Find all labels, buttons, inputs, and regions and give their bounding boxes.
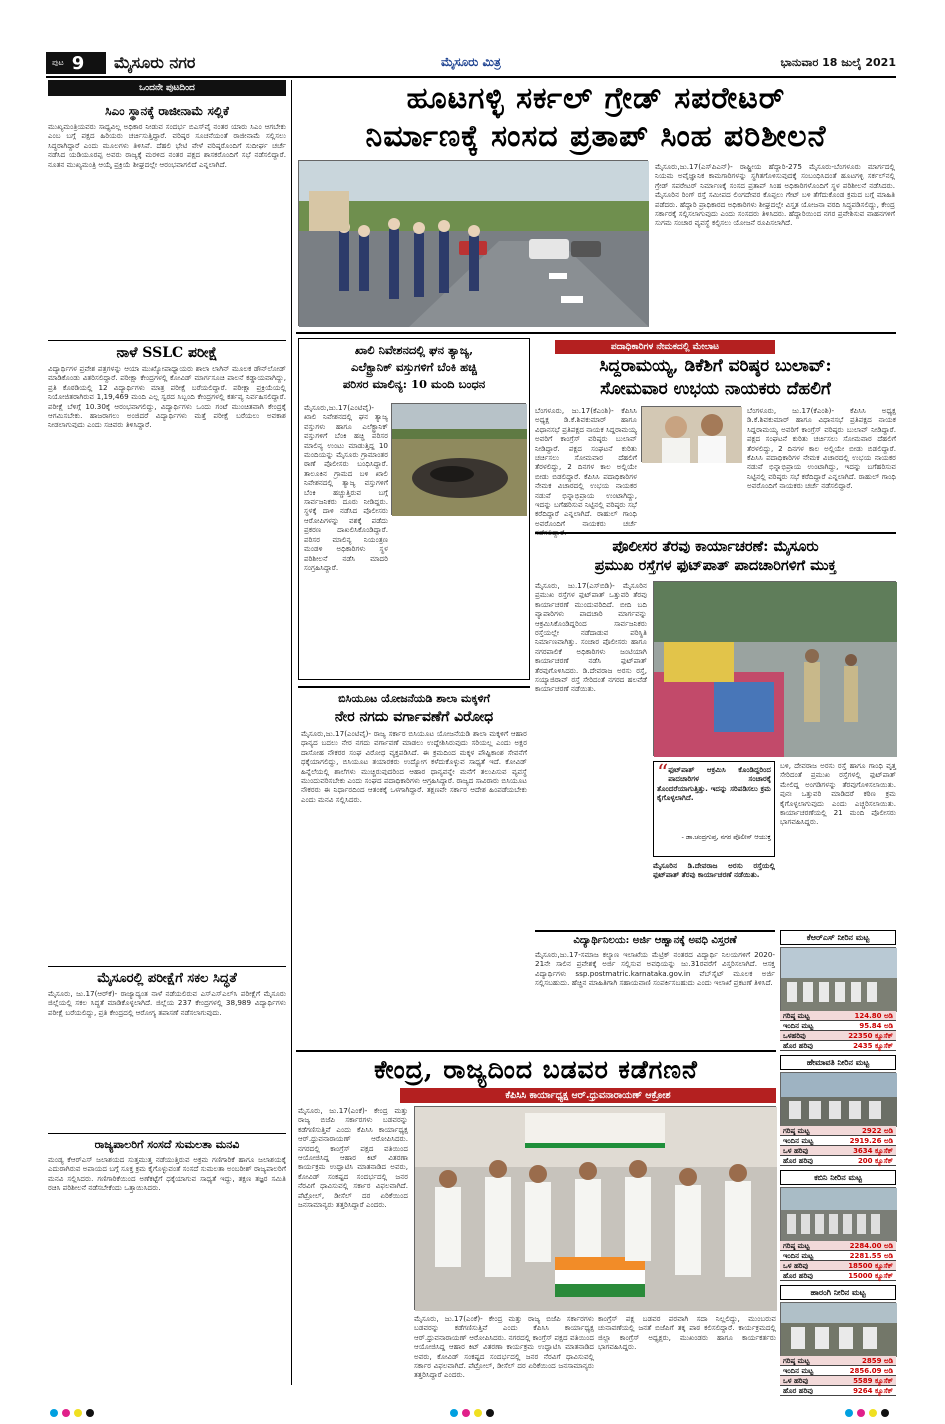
harangi-title: ಹಾರಂಗಿ ನೀರಿನ ಮಟ್ಟ	[780, 1285, 896, 1300]
hostel-body: ಮೈಸೂರು,ಜು.17-ಸಮಾಜ ಕಲ್ಯಾಣ ಇಲಾಖೆಯ ಮೆಟ್ರಿಕ್ ನಂತರದ ವಿದ್ಯಾರ್ಥಿ ನಿಲಯಗಳಿಗೆ 2020-21ನೇ ಸಾಲಿನ ಪ್ರವೇಶಕ್ಕೆ ಅರ್ಜಿ ಸಲ್ಲಿಸುವ ಅವಧಿಯನ್ನು ಜು.31ರವರೆಗೆ ವಿಸ್ತರಿಸಲಾಗಿದೆ. ಆಸಕ್ತ ವಿದ್ಯಾರ್ಥಿಗಳು ssp.postmatric.karnataka.gov.in ವೆಬ್‌ಸೈಟ್ ಮೂಲಕ ಅರ್ಜಿ ಸಲ್ಲಿಸಬಹುದು. ಹೆಚ್ಚಿನ ಮಾಹಿತಿಗಾಗಿ ಸಹಾಯವಾಣಿ ಸಂಪರ್ಕಿಸಬಹುದು ಎಂದು ಇಲಾಖೆ ಪ್ರಕಟಣೆ ತಿಳಿಸಿದೆ.	[535, 950, 775, 988]
kabini-photo	[780, 1187, 896, 1241]
footpath-quote-box	[653, 761, 775, 857]
bottom-top-rule	[296, 1050, 776, 1052]
bottom-body-right: ಕಾಂಗ್ರೆಸ್ ಪಕ್ಷ ಬಡವರ ಪರವಾಗಿ ಸದಾ ನಿಲ್ಲಲಿದ್ದು, ಮುಂಬರುವ ಚುನಾವಣೆಯಲ್ಲಿ ಜನತೆ ಬಿಜೆಪಿಗೆ ತಕ್ಕ ಪಾಠ ಕಲಿಸಲಿದ್ದಾರೆ. ಕಾರ್ಯಕ್ರಮದಲ್ಲಿ ಜಿಲ್ಲಾ ಕಾಂಗ್ರೆಸ್ ಅಧ್ಯಕ್ಷರು, ಮುಖಂಡರು ಹಾಗೂ ಕಾರ್ಯಕರ್ತರು ಭಾಗವಹಿಸಿದ್ದರು.	[598, 1314, 776, 1352]
meals-headline-1: ಬಿಸಿಯೂಟ ಯೋಜನೆಯಡಿ ಶಾಲಾ ಮಕ್ಕಳಿಗೆ	[338, 692, 490, 705]
quote-icon: “	[657, 761, 669, 786]
leaders-image	[642, 407, 742, 463]
hemavathi-photo	[780, 1072, 896, 1126]
header-rule	[46, 76, 896, 78]
hemavathi-title: ಹೇಮಾವತಿ ನೀರಿನ ಮಟ್ಟ	[780, 1055, 896, 1070]
continued-banner: ಒಂದನೇ ಪುಟದಿಂದ	[48, 80, 286, 96]
bottom-body-center: ಮೈಸೂರು, ಜು.17(ಎಂಕೆ)- ಕೇಂದ್ರ ಮತ್ತು ರಾಜ್ಯ ಬಿಜೆಪಿ ಸರ್ಕಾರಗಳು ಬಡವರನ್ನು ಕಡೆಗಣಿಸುತ್ತಿವೆ ಎಂದು ಕೆಪಿಸಿಸಿ ಕಾರ್ಯಾಧ್ಯಕ್ಷ ಆರ್.ಧ್ರುವನಾರಾಯಣ್ ಆರೋಪಿಸಿದರು. ನಗರದಲ್ಲಿ ಕಾಂಗ್ರೆಸ್ ಪಕ್ಷದ ವತಿಯಿಂದ ಆಯೋಜಿಸಿದ್ದ ಆಹಾರ ಕಿಟ್ ವಿತರಣಾ ಕಾರ್ಯಕ್ರಮ ಉದ್ಘಾಟಿಸಿ ಮಾತನಾಡಿದ ಅವರು, ಕೋವಿಡ್ ಸಂಕಷ್ಟದ ಸಂದರ್ಭದಲ್ಲಿ ಜನರ ನೆರವಿಗೆ ಧಾವಿಸುವಲ್ಲಿ ಸರ್ಕಾರ ವಿಫಲವಾಗಿದೆ. ಪೆಟ್ರೋಲ್, ಡೀಸೆಲ್ ದರ ಏರಿಕೆಯಿಂದ ಜನಸಾಮಾನ್ಯರು ತತ್ತರಿಸಿದ್ದಾರೆ ಎಂದರು.	[414, 1314, 594, 1380]
siddu-headline-1: ಸಿದ್ದರಾಮಯ್ಯ, ಡಿಕೆಶಿಗೆ ವರಿಷ್ಠರ ಬುಲಾವ್:	[599, 356, 832, 376]
water-row: ಗರಿಷ್ಠ ಮಟ್ಟ 2859 ಅಡಿ	[780, 1356, 896, 1366]
lead-headline-2: ನಿರ್ಮಾಣಕ್ಕೆ ಸಂಸದ ಪ್ರತಾಪ್ ಸಿಂಹ ಪರಿಶೀಲನೆ	[365, 119, 827, 154]
harangi-photo	[780, 1302, 896, 1356]
footpath-body-right: ಬಳಿ, ದೇವರಾಜ ಅರಸು ರಸ್ತೆ ಹಾಗೂ ಗಾಂಧಿ ವೃತ್ತ ಸೇರಿದಂತೆ ಪ್ರಮುಖ ರಸ್ತೆಗಳಲ್ಲಿ ಫುಟ್‌ಪಾತ್ ಮೇಲಿದ್ದ ಅಂಗಡಿಗಳನ್ನು ತೆರವುಗೊಳಿಸಲಾಯಿತು. ಪುನಃ ಒತ್ತುವರಿ ಮಾಡಿದರೆ ಕಠಿಣ ಕ್ರಮ ಕೈಗೊಳ್ಳಲಾಗುವುದು ಎಂದು ಎಚ್ಚರಿಸಲಾಯಿತು. ಕಾರ್ಯಾಚರಣೆಯಲ್ಲಿ 21 ಮಂದಿ ಪೊಲೀಸರು ಭಾಗವಹಿಸಿದ್ದರು.	[780, 761, 896, 827]
hostel-story	[535, 930, 775, 1050]
story-cm-headline: ಸಿಎಂ ಸ್ಥಾನಕ್ಕೆ ರಾಜೀನಾಮೆ ಸಲ್ಲಿಕೆ	[105, 104, 229, 118]
krs-photo	[780, 947, 896, 1011]
waste-headline-2: ಎಲೆಕ್ಟ್ರಾನಿಕ್ ವಸ್ತುಗಳಿಗೆ ಬೆಂಕಿ ಹಚ್ಚಿ	[351, 360, 477, 374]
water-row: ಗರಿಷ್ಠ ಮಟ್ಟ 2922 ಅಡಿ	[780, 1126, 896, 1136]
page-number-box	[46, 52, 106, 74]
story-mysuru-exam-headline: ಮೈಸೂರಲ್ಲಿ ಪರೀಕ್ಷೆಗೆ ಸಕಲ ಸಿದ್ಧತೆ	[48, 966, 286, 986]
story-mysuru-exam-body: ಮೈಸೂರು, ಜು.17(ಆರ್‌ಕೆ)- ರಾಜ್ಯಾದ್ಯಂತ ನಾಳೆ ನಡೆಯಲಿರುವ ಎಸ್‌ಎಸ್‌ಎಲ್‌ಸಿ ಪರೀಕ್ಷೆಗೆ ಮೈಸೂರು ಜಿಲ್ಲೆಯಲ್ಲಿ ಸಕಲ ಸಿದ್ಧತೆ ಮಾಡಿಕೊಳ್ಳಲಾಗಿದೆ. ಜಿಲ್ಲೆಯ 237 ಕೇಂದ್ರಗಳಲ್ಲಿ 38,989 ವಿದ್ಯಾರ್ಥಿಗಳು ಪರೀಕ್ಷೆ ಬರೆಯಲಿದ್ದು, ಪ್ರತಿ ಕೇಂದ್ರದಲ್ಲಿ ಆರೋಗ್ಯ ತಪಾಸಣೆ ನಡೆಸಲಾಗುವುದು.	[48, 989, 286, 1017]
footpath-caption: ಮೈಸೂರಿನ ಡಿ.ದೇವರಾಜ ಅರಸು ರಸ್ತೆಯಲ್ಲಿ ಫುಟ್‌ಪಾತ್ ತೆರವು ಕಾರ್ಯಾಚರಣೆ ನಡೆಯಿತು.	[653, 861, 775, 880]
waste-headline-3: ಪರಿಸರ ಮಾಲಿನ್ಯ: 10 ಮಂದಿ ಬಂಧನ	[342, 377, 486, 391]
page-date: ಭಾನುವಾರ 18 ಜುಲೈ 2021	[780, 56, 896, 69]
footpath-headline-2: ಪ್ರಮುಖ ರಸ್ತೆಗಳ ಫುಟ್‌ಪಾತ್ ಪಾದಚಾರಿಗಳಿಗೆ ಮುಕ್ತ	[594, 557, 837, 574]
lead-photo	[298, 160, 648, 326]
footpath-photo	[653, 581, 896, 756]
street-vendors-image	[654, 582, 897, 757]
left-column-rule	[291, 80, 292, 1385]
bottom-kicker: ಕೆಪಿಸಿಸಿ ಕಾರ್ಯಾಧ್ಯಕ್ಷ ಆರ್.ಧ್ರುವನಾರಾಯಣ್ ಆಕ್ರೋಶ	[400, 1088, 776, 1103]
waste-photo	[391, 403, 526, 515]
footpath-story	[535, 537, 896, 927]
krs-title: ಕೆಆರ್‌ಎಸ್ ನೀರಿನ ಮಟ್ಟ	[780, 930, 896, 945]
water-row: ಇಂದಿನ ಮಟ್ಟ 95.84 ಅಡಿ	[780, 1021, 896, 1031]
siddu-headline-2: ಸೋಮವಾರ ಉಭಯ ನಾಯಕರು ದೆಹಲಿಗೆ	[600, 379, 831, 399]
story-sumalatha-body: ಮಂಡ್ಯ ಕೆಆರ್‌ಎಸ್ ಜಲಾಶಯದ ಸುತ್ತಮುತ್ತ ನಡೆಯುತ್ತಿರುವ ಅಕ್ರಮ ಗಣಿಗಾರಿಕೆ ಹಾಗೂ ಜಲಾಶಯಕ್ಕೆ ಎದುರಾಗಿರುವ ಅಪಾಯದ ಬಗ್ಗೆ ಸೂಕ್ತ ಕ್ರಮ ಕೈಗೊಳ್ಳುವಂತೆ ಸಂಸದೆ ಸುಮಲತಾ ಅಂಬರೀಶ್ ರಾಜ್ಯಪಾಲರಿಗೆ ಮನವಿ ಸಲ್ಲಿಸಿದರು. ಗಣಿಗಾರಿಕೆಯಿಂದ ಅಣೆಕಟ್ಟೆಗೆ ಧಕ್ಕೆಯಾಗುವ ಸಾಧ್ಯತೆ ಇದ್ದು, ತಕ್ಷಣ ತಜ್ಞರ ಸಮಿತಿ ರಚಿಸಿ ಪರಿಶೀಲನೆ ನಡೆಸಬೇಕೆಂದು ಒತ್ತಾಯಿಸಿದರು.	[48, 1155, 286, 1193]
siddu-body-left: ಬೆಂಗಳೂರು, ಜು.17(ಕೆಎಂಶಿ)- ಕೆಪಿಸಿಸಿ ಅಧ್ಯಕ್ಷ ಡಿ.ಕೆ.ಶಿವಕುಮಾರ್ ಹಾಗೂ ವಿಧಾನಸಭೆ ಪ್ರತಿಪಕ್ಷದ ನಾಯಕ ಸಿದ್ದರಾಮಯ್ಯ ಅವರಿಗೆ ಕಾಂಗ್ರೆಸ್ ವರಿಷ್ಠರು ಬುಲಾವ್ ನೀಡಿದ್ದಾರೆ. ಪಕ್ಷದ ಸಂಘಟನೆ ಕುರಿತು ಚರ್ಚಿಸಲು ಸೋಮವಾರ ದೆಹಲಿಗೆ ತೆರಳಲಿದ್ದು, 2 ದಿನಗಳ ಕಾಲ ಅಲ್ಲಿಯೇ ಬೀಡು ಬಿಡಲಿದ್ದಾರೆ. ಕೆಪಿಸಿಸಿ ಪದಾಧಿಕಾರಿಗಳ ನೇಮಕ ವಿಚಾರದಲ್ಲಿ ಉಭಯ ನಾಯಕರ ನಡುವೆ ಭಿನ್ನಾಭಿಪ್ರಾಯ ಉಂಟಾಗಿದ್ದು, ಇದನ್ನು ಬಗೆಹರಿಸುವ ನಿಟ್ಟಿನಲ್ಲಿ ವರಿಷ್ಠರು ಸಭೆ ಕರೆದಿದ್ದಾರೆ ಎನ್ನಲಾಗಿದೆ. ರಾಹುಲ್ ಗಾಂಧಿ ಅವರೊಂದಿಗೆ ನಾಯಕರು ಚರ್ಚೆ	[535, 406, 638, 528]
color-registration-center	[450, 1402, 498, 1421]
siddu-kicker: ಪದಾಧಿಕಾರಿಗಳ ನೇಮಕದಲ್ಲಿ ಮೇಲಾಟ	[555, 340, 775, 354]
water-panel	[780, 930, 896, 1395]
meals-headline-2: ನೇರ ನಗದು ವರ್ಗಾವಣೆಗೆ ವಿರೋಧ	[334, 709, 494, 725]
water-row: ಹೊರ ಹರಿವು 200 ಕ್ಯೂಸೆಕ್	[780, 1156, 896, 1166]
story-cm-body: ಮುಖ್ಯಮಂತ್ರಿಯವರು ಸಾಧ್ಯವಿಲ್ಲ ಅಧಿಕಾರ ನೀಡುವ ಸಂದರ್ಭ ಬಿಎಸ್‌ವೈ ನಂತರ ಯಾರು ಸಿಎಂ ಆಗಬೇಕು ಎಂಬ ಬಗ್ಗೆ ಪಕ್ಷದ ಹಿರಿಯರು ಚರ್ಚಿಸುತ್ತಿದ್ದಾರೆ. ವರಿಷ್ಠರ ಸೂಚನೆಯಂತೆ ರಾಜೀನಾಮೆ ಸಲ್ಲಿಸಲು ಸಿದ್ಧರಾಗಿದ್ದಾರೆ ಎಂದು ಮೂಲಗಳು ತಿಳಿಸಿವೆ. ದೆಹಲಿ ಭೇಟಿ ವೇಳೆ ವರಿಷ್ಠರೊಂದಿಗೆ ಸುದೀರ್ಘ ಚರ್ಚೆ ನಡೆಸಿದ ಯಡಿಯೂರಪ್ಪ ಅವರು ರಾಜ್ಯಕ್ಕೆ ಮರಳಿದ ನಂತರ ಪಕ್ಷದ ಶಾಸಕರೊಂದಿಗೆ ಸಭೆ ನಡೆಸಲಿದ್ದಾರೆ. ನೂತನ ಮುಖ್ಯಮಂತ್ರಿ ಆಯ್ಕೆ ಪ್ರಕ್ರಿಯೆ ಶೀಘ್ರದಲ್ಲೇ ಆರಂಭವಾಗಲಿದೆ ಎನ್ನಲಾಗಿದೆ.	[48, 122, 286, 169]
bottom-photo	[414, 1106, 776, 1310]
footpath-quote: ಫುಟ್‌ಪಾತ್ ಆಕ್ರಮಿಸಿ ಕೊಂಡಿದ್ದರಿಂದ ಪಾದಚಾರಿಗಳ ಸಂಚಾರಕ್ಕೆ ತೊಂದರೆಯಾಗುತ್ತಿತ್ತು. ಇದನ್ನು ಸರಿಪಡಿಸಲು ಕ್ರಮ ಕೈಗೊಳ್ಳಲಾಗಿದೆ.	[657, 765, 771, 803]
bottom-body-left: ಮೈಸೂರು, ಜು.17(ಎಂಕೆ)- ಕೇಂದ್ರ ಮತ್ತು ರಾಜ್ಯ ಬಿಜೆಪಿ ಸರ್ಕಾರಗಳು ಬಡವರನ್ನು ಕಡೆಗಣಿಸುತ್ತಿವೆ ಎಂದು ಕೆಪಿಸಿಸಿ ಕಾರ್ಯಾಧ್ಯಕ್ಷ ಆರ್.ಧ್ರುವನಾರಾಯಣ್ ಆರೋಪಿಸಿದರು. ನಗರದಲ್ಲಿ ಕಾಂಗ್ರೆಸ್ ಪಕ್ಷದ ವತಿಯಿಂದ ಆಯೋಜಿಸಿದ್ದ ಆಹಾರ ಕಿಟ್ ವಿತರಣಾ ಕಾರ್ಯಕ್ರಮ ಉದ್ಘಾಟಿಸಿ ಮಾತನಾಡಿದ ಅವರು, ಕೋವಿಡ್ ಸಂಕಷ್ಟದ ಸಂದರ್ಭದಲ್ಲಿ ಜನರ ನೆರವಿಗೆ ಧಾವಿಸುವಲ್ಲಿ ಸರ್ಕಾರ ವಿಫಲವಾಗಿದೆ. ಪೆಟ್ರೋಲ್, ಡೀಸೆಲ್ ದರ ಏರಿಕೆಯಿಂದ ಜನಸಾಮಾನ್ಯರು ತತ್ತರಿಸಿದ್ದಾರೆ ಎಂದರು.	[298, 1106, 408, 1210]
kabini-title: ಕಬಿನಿ ನೀರಿನ ಮಟ್ಟ	[780, 1170, 896, 1185]
footpath-headline-1: ಪೊಲೀಸರ ತೆರವು ಕಾರ್ಯಾಚರಣೆ: ಮೈಸೂರು	[612, 538, 819, 555]
burnt-waste-image	[392, 404, 527, 516]
harangi-dam-image	[781, 1303, 897, 1357]
page-number: 9	[71, 52, 85, 74]
water-row: ಒಳ ಹರಿವು 18500 ಕ್ಯೂಸೆಕ್	[780, 1261, 896, 1271]
siddu-bottom-rule	[535, 532, 896, 534]
siddu-story	[535, 340, 896, 530]
water-row: ಗರಿಷ್ಠ ಮಟ್ಟ 124.80 ಅಡಿ	[780, 1011, 896, 1021]
siddu-photo	[641, 406, 741, 462]
meals-body: ಮೈಸೂರು,ಜು.17(ಎಂಟಿವೈ)- ರಾಜ್ಯ ಸರ್ಕಾರ ಬಿಸಿಯೂಟ ಯೋಜನೆಯಡಿ ಶಾಲಾ ಮಕ್ಕಳಿಗೆ ಆಹಾರ ಧಾನ್ಯದ ಬದಲು ನೇರ ನಗದು ವರ್ಗಾವಣೆ ಮಾಡಲು ಉದ್ದೇಶಿಸಿರುವುದು ಸರಿಯಲ್ಲ ಎಂದು ಅಕ್ಷರ ದಾಸೋಹ ನೌಕರರ ಸಂಘ ವಿರೋಧ ವ್ಯಕ್ತಪಡಿಸಿದೆ. ಈ ಕ್ರಮದಿಂದ ಮಕ್ಕಳ ಪೌಷ್ಟಿಕಾಂಶ ಸೇವನೆಗೆ ಧಕ್ಕೆಯಾಗಲಿದ್ದು, ಬಿಸಿಯೂಟ ತಯಾರಕರು ಉದ್ಯೋಗ ಕಳೆದುಕೊಳ್ಳುವ ಸಾಧ್ಯತೆ ಇದೆ. ಕೋವಿಡ್ ಹಿನ್ನೆಲೆಯಲ್ಲಿ ಶಾಲೆಗಳು ಮುಚ್ಚಿರುವುದರಿಂದ ಆಹಾರ ಧಾನ್ಯವನ್ನೇ ಮನೆಗೆ ತಲುಪಿಸುವ ವ್ಯವಸ್ಥೆ ಮುಂದುವರಿಸಬೇಕು ಎಂದು ಸಂಘದ ಪದಾಧಿಕಾರಿಗಳು ಆಗ್ರಹಿಸಿದ್ದಾರೆ. ರಾಜ್ಯದ ಸಾವಿರಾರು ಬಿಸಿಯೂಟ ನೌಕರರು ಈ ನಿರ್ಧಾರದಿಂದ ಆತಂಕಕ್ಕೆ ಒಳಗಾಗಿದ್ದಾರೆ. ತಕ್ಷಣವೇ ಸರ್ಕಾರ ಆದೇಶ ಹಿಂಪಡೆಯಬೇಕು ಎಂದು ಮನವಿ ಸಲ್ಲಿಸಿದರು.	[301, 729, 527, 804]
story-sumalatha-headline: ರಾಜ್ಯಪಾಲರಿಗೆ ಸಂಸದೆ ಸುಮಲತಾ ಮನವಿ	[48, 1133, 286, 1152]
water-row: ಹೊರ ಹರಿವು 15000 ಕ್ಯೂಸೆಕ್	[780, 1271, 896, 1281]
section-title: ಮೈಸೂರು ನಗರ	[114, 53, 196, 72]
water-row: ಇಂದಿನ ಮಟ್ಟ 2281.55 ಅಡಿ	[780, 1251, 896, 1261]
meals-story-box	[298, 686, 530, 1044]
left-column	[48, 80, 286, 1385]
page-label: ಪುಟ	[52, 58, 64, 67]
water-row: ಹೊರ ಹರಿವು 9264 ಕ್ಯೂಸೆಕ್	[780, 1386, 896, 1396]
water-row: ಗರಿಷ್ಠ ಮಟ್ಟ 2284.00 ಅಡಿ	[780, 1241, 896, 1251]
story-sslc-body: ವಿದ್ಯಾರ್ಥಿಗಳ ಪ್ರವೇಶ ಪತ್ರಗಳನ್ನು ಆಯಾ ಮುಖ್ಯೋಪಾಧ್ಯಾಯರು ಶಾಲಾ ಲಾಗಿನ್ ಮೂಲಕ ಡೌನ್‌ಲೋಡ್ ಮಾಡಿಕೊಂಡು ವಿತರಿಸಲಿದ್ದಾರೆ. ಪರೀಕ್ಷಾ ಕೇಂದ್ರಗಳಲ್ಲಿ ಕೋವಿಡ್ ಮಾರ್ಗಸೂಚಿ ಪಾಲನೆ ಕಡ್ಡಾಯವಾಗಿದ್ದು, ಪ್ರತಿ ಕೊಠಡಿಯಲ್ಲಿ 12 ವಿದ್ಯಾರ್ಥಿಗಳು ಮಾತ್ರ ಪರೀಕ್ಷೆ ಬರೆಯಲಿದ್ದಾರೆ. ಪರೀಕ್ಷಾ ಪ್ರಕ್ರಿಯೆಯಲ್ಲಿ ನಿಯೋಜಿತರಾಗಿರುವ 1,19,469 ಮಂದಿ ಎಲ್ಲ ಸ್ವರದ ಸಿಬ್ಬಂದಿ ಕೇಂದ್ರಗಳಲ್ಲಿ ಕರ್ತವ್ಯ ನಿರ್ವಹಿಸಲಿದ್ದಾರೆ. ಪರೀಕ್ಷೆ ಬೆಳಿಗ್ಗೆ 10.30ಕ್ಕೆ ಆರಂಭವಾಗಲಿದ್ದು, ವಿದ್ಯಾರ್ಥಿಗಳು ಒಂದು ಗಂಟೆ ಮುಂಚಿತವಾಗಿ ಕೇಂದ್ರಕ್ಕೆ ಆಗಮಿಸಬೇಕು. ಹಾಜರಾಗಲು ಅಂಜಿದರೆ ವಿದ್ಯಾರ್ಥಿಗಳು ಮತ್ತೆ ಪರೀಕ್ಷೆ ಬರೆಯಲು ಅವಕಾಶ ನೀಡಲಾಗುವುದು ಎಂದು ಸಚಿವರು ತಿಳಿಸಿದ್ದಾರೆ.	[48, 364, 286, 430]
lead-bottom-rule	[296, 332, 896, 334]
water-row: ಹೊರ ಹರಿವು 2435 ಕ್ಯೂಸೆಕ್	[780, 1041, 896, 1051]
water-row: ಇಂದಿನ ಮಟ್ಟ 2919.26 ಅಡಿ	[780, 1136, 896, 1146]
water-row: ಒಳಹರಿವು 22350 ಕ್ಯೂಸೆಕ್	[780, 1031, 896, 1041]
kabini-table	[780, 1241, 896, 1281]
waste-headline-1: ಖಾಲಿ ನಿವೇಶನದಲ್ಲಿ ಘನ ತ್ಯಾಜ್ಯ,	[354, 343, 474, 357]
story-sslc-headline: ನಾಳೆ SSLC ಪರೀಕ್ಷೆ	[48, 340, 286, 361]
hemavathi-table	[780, 1126, 896, 1166]
color-registration-right	[845, 1402, 893, 1421]
harangi-table	[780, 1356, 896, 1396]
highway-inspection-image	[299, 161, 649, 327]
waste-story-box	[298, 338, 530, 680]
color-registration-left	[50, 1402, 98, 1421]
water-row: ಇಂದಿನ ಮಟ್ಟ 2856.09 ಅಡಿ	[780, 1366, 896, 1376]
lead-headline-1: ಹೂಟಗಳ್ಳಿ ಸರ್ಕಲ್ ಗ್ರೇಡ್ ಸಪರೇಟರ್	[406, 81, 786, 116]
bottom-headline: ಕೇಂದ್ರ, ರಾಜ್ಯದಿಂದ ಬಡವರ ಕಡೆಗಣನೆ	[374, 1055, 698, 1084]
hemavathi-dam-image	[781, 1073, 897, 1127]
footpath-quote-by: - ಡಾ.ಚಂದ್ರಗುಪ್ತ, ನಗರ ಪೊಲೀಸ್ ಆಯುಕ್ತ	[681, 833, 771, 841]
water-row: ಒಳ ಹರಿವು 3634 ಕ್ಯೂಸೆಕ್	[780, 1146, 896, 1156]
footpath-body: ಮೈಸೂರು, ಜು.17(ಎಸ್‌ಬಿಡಿ)- ಮೈಸೂರಿನ ಪ್ರಮುಖ ರಸ್ತೆಗಳ ಫುಟ್‌ಪಾತ್ ಒತ್ತುವರಿ ತೆರವು ಕಾರ್ಯಾಚರಣೆ ಮುಂದುವರಿದಿದೆ. ಬೀದಿ ಬದಿ ವ್ಯಾಪಾರಿಗಳು ಪಾದಚಾರಿ ಮಾರ್ಗವನ್ನು ಆಕ್ರಮಿಸಿಕೊಂಡಿದ್ದರಿಂದ ಸಾರ್ವಜನಿಕರು ರಸ್ತೆಯಲ್ಲೇ ನಡೆದಾಡುವ ಪರಿಸ್ಥಿತಿ ನಿರ್ಮಾಣವಾಗಿತ್ತು. ಸಂಚಾರ ಪೊಲೀಸರು ಹಾಗೂ ನಗರಪಾಲಿಕೆ ಅಧಿಕಾರಿಗಳು ಜಂಟಿಯಾಗಿ ಕಾರ್ಯಾಚರಣೆ ನಡೆಸಿ ಫುಟ್‌ಪಾತ್ ತೆರವುಗೊಳಿಸಿದರು. ಡಿ.ದೇವರಾಜ ಅರಸು ರಸ್ತೆ, ಸಯ್ಯಾಜಿರಾವ್ ರಸ್ತೆ ಸೇರಿದಂತೆ ನಗರದ ಹಲವೆಡೆ ಕಾರ್ಯಾಚರಣೆ ನಡೆಯಿತು.	[535, 581, 647, 694]
congress-event-image	[415, 1107, 777, 1311]
kabini-dam-image	[781, 1188, 897, 1242]
hostel-headline: ವಿದ್ಯಾರ್ಥಿನಿಲಯ: ಅರ್ಜಿ ಆಹ್ವಾನಕ್ಕೆ ಅವಧಿ ವಿಸ್ತರಣೆ	[573, 935, 737, 946]
waste-body: ಮೈಸೂರು,ಜು.17(ಎಂಟಿವೈ)- ಖಾಲಿ ನಿವೇಶನದಲ್ಲಿ ಘನ ತ್ಯಾಜ್ಯ ವಸ್ತುಗಳು ಹಾಗೂ ಎಲೆಕ್ಟ್ರಾನಿಕ್ ವಸ್ತುಗಳಿಗೆ ಬೆಂಕಿ ಹಚ್ಚಿ ಪರಿಸರ ಮಾಲಿನ್ಯ ಉಂಟು ಮಾಡುತ್ತಿದ್ದ 10 ಮಂದಿಯನ್ನು ಮೈಸೂರು ಗ್ರಾಮಾಂತರ ಠಾಣೆ ಪೊಲೀಸರು ಬಂಧಿಸಿದ್ದಾರೆ. ತಾಲೂಕಿನ ಗ್ರಾಮದ ಬಳಿ ಖಾಲಿ ನಿವೇಶನದಲ್ಲಿ ತ್ಯಾಜ್ಯ ವಸ್ತುಗಳಿಗೆ ಬೆಂಕಿ ಹಚ್ಚುತ್ತಿರುವ ಬಗ್ಗೆ ಸಾರ್ವಜನಿಕರು ದೂರು ನೀಡಿದ್ದರು. ಸ್ಥಳಕ್ಕೆ ದಾಳಿ ನಡೆಸಿದ ಪೊಲೀಸರು ಆರೋಪಿಗಳನ್ನು ವಶಕ್ಕೆ ಪಡೆದು ಪ್ರಕರಣ ದಾಖಲಿಸಿಕೊಂಡಿದ್ದಾರೆ. ಪರಿಸರ ಮಾಲಿನ್ಯ ನಿಯಂತ್ರಣ ಮಂಡಳಿ ಅಧಿಕಾರಿಗಳು ಸ್ಥಳ ಪರಿಶೀಲನೆ ನಡೆಸಿ ಮಾದರಿ ಸಂಗ್ರಹಿಸಿದ್ದಾರೆ.	[304, 403, 388, 572]
page-header	[46, 50, 896, 76]
lead-body: ಮೈಸೂರು,ಜು.17(ಎಸ್‌ಪಿಎನ್)- ರಾಷ್ಟ್ರೀಯ ಹೆದ್ದಾರಿ-275 ಮೈಸೂರು-ಬೆಂಗಳೂರು ಮಾರ್ಗದಲ್ಲಿ ನಿಯಮ ಅವೈಜ್ಞಾನಿಕ ಕಾಮಗಾರಿಗಳನ್ನು ಸ್ಥಗಿತಗೊಳಿಸುವುದಕ್ಕೆ ಸಂಬಂಧಿಸಿದಂತೆ ಹೂಟಗಳ್ಳಿ ಸರ್ಕಲ್‌ನಲ್ಲಿ ಗ್ರೇಡ್ ಸಪರೇಟರ್ ನಿರ್ಮಾಣಕ್ಕೆ ಸಂಸದ ಪ್ರತಾಪ್ ಸಿಂಹ ಅಧಿಕಾರಿಗಳೊಂದಿಗೆ ಸ್ಥಳ ಪರಿಶೀಲನೆ ನಡೆಸಿದರು. ಮೈಸೂರಿನ ರಿಂಗ್ ರಸ್ತೆ ಸಮೀಪದ ಲಿಂಗದೇವರ ಕೊಪ್ಪಲು ಗೇಟ್ ಬಳಿ ತೆಗೆದುಕೊಂಡ ಕ್ರಮದ ಬಗ್ಗೆ ಮಾಹಿತಿ ಪಡೆದರು. ಹೆದ್ದಾರಿ ಪ್ರಾಧಿಕಾರದ ಅಧಿಕಾರಿಗಳು ಶೀಘ್ರದಲ್ಲೇ ವಿಸ್ತೃತ ಯೋಜನಾ ವರದಿ ಸಿದ್ಧಪಡಿಸಲಿದ್ದು, ಕೇಂದ್ರ ಸರ್ಕಾರಕ್ಕೆ ಸಲ್ಲಿಸಲಾಗುವುದು ಎಂದು ಸಂಸದರು ತಿಳಿಸಿದರು. ಹೆದ್ದಾರಿಯಿಂದ ನಗರ ಪ್ರವೇಶಿಸುವ ವಾಹನಗಳಿಗೆ ಸುಗಮ ಸಂಚಾರ ವ್ಯವಸ್ಥೆ ಕಲ್ಪಿಸಲು ಯೋಜನೆ ರೂಪಿಸಲಾಗಿದೆ.	[655, 162, 895, 228]
siddu-body-right: ಬೆಂಗಳೂರು, ಜು.17(ಕೆಎಂಶಿ)- ಕೆಪಿಸಿಸಿ ಅಧ್ಯಕ್ಷ ಡಿ.ಕೆ.ಶಿವಕುಮಾರ್ ಹಾಗೂ ವಿಧಾನಸಭೆ ಪ್ರತಿಪಕ್ಷದ ನಾಯಕ ಸಿದ್ದರಾಮಯ್ಯ ಅವರಿಗೆ ಕಾಂಗ್ರೆಸ್ ವರಿಷ್ಠರು ಬುಲಾವ್ ನೀಡಿದ್ದಾರೆ. ಪಕ್ಷದ ಸಂಘಟನೆ ಕುರಿತು ಚರ್ಚಿಸಲು ಸೋಮವಾರ ದೆಹಲಿಗೆ ತೆರಳಲಿದ್ದು, 2 ದಿನಗಳ ಕಾಲ ಅಲ್ಲಿಯೇ ಬೀಡು ಬಿಡಲಿದ್ದಾರೆ. ಕೆಪಿಸಿಸಿ ಪದಾಧಿಕಾರಿಗಳ ನೇಮಕ ವಿಚಾರದಲ್ಲಿ ಉಭಯ ನಾಯಕರ ನಡುವೆ ಭಿನ್ನಾಭಿಪ್ರಾಯ ಉಂಟಾಗಿದ್ದು, ಇದನ್ನು ಬಗೆಹರಿಸುವ ನಿಟ್ಟಿನಲ್ಲಿ ವರಿಷ್ಠರು ಸಭೆ ಕರೆದಿದ್ದಾರೆ ಎನ್ನಲಾಗಿದೆ. ರಾಹುಲ್ ಗಾಂಧಿ ಅವರೊಂದಿಗೆ ನಾಯಕರು ಚರ್ಚೆ ನಡೆಸಲಿದ್ದಾರೆ.	[747, 406, 896, 491]
masthead: ಮೈಸೂರು ಮಿತ್ರ	[441, 55, 501, 69]
krs-dam-image	[781, 948, 897, 1012]
water-row: ಒಳ ಹರಿವು 5589 ಕ್ಯೂಸೆಕ್	[780, 1376, 896, 1386]
krs-table	[780, 1011, 896, 1051]
